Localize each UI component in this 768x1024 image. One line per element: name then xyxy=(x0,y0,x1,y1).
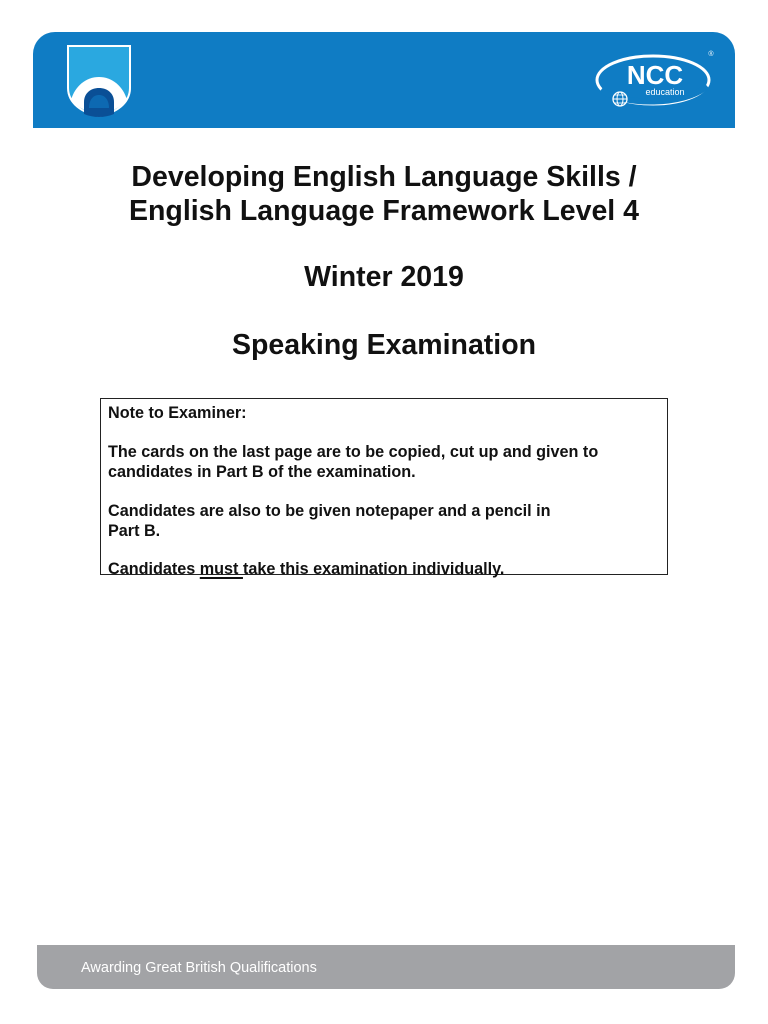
course-title-line-1: Developing English Language Skills / xyxy=(131,161,637,193)
registered-mark: ® xyxy=(708,51,714,58)
note-p3-before: Candidates xyxy=(108,560,200,578)
brand-name: NCC xyxy=(626,60,684,90)
note-p2-line-2: Part B. xyxy=(108,522,161,540)
ncc-education-logo xyxy=(593,46,717,112)
note-p1-line-2: candidates in Part B of the examination. xyxy=(108,463,416,481)
exam-session: Winter 2019 xyxy=(304,261,464,293)
title-block xyxy=(0,160,768,362)
brand-sub: education xyxy=(645,87,685,97)
globe-icon xyxy=(613,92,627,106)
shield-logo-icon xyxy=(66,44,132,118)
course-title-line-2: English Language Framework Level 4 xyxy=(129,195,639,227)
exam-type: Speaking Examination xyxy=(231,329,537,361)
note-paragraph-2 xyxy=(108,501,659,541)
note-p2-line-1: Candidates are also to be given notepaper and a pencil in xyxy=(108,502,551,520)
note-heading: Note to Examiner: xyxy=(108,404,247,422)
note-paragraph-3 xyxy=(108,559,659,579)
note-to-examiner-box xyxy=(100,398,668,578)
footer-tagline: Awarding Great British Qualifications xyxy=(81,960,317,976)
footer-band xyxy=(37,945,735,989)
note-paragraph-1 xyxy=(108,442,659,482)
note-p3-after: take this examination individually. xyxy=(242,560,505,578)
note-p1-line-1: The cards on the last page are to be copied, cut up and given to xyxy=(108,443,599,461)
header-band xyxy=(33,32,735,128)
note-p3-emphasis: must xyxy=(199,560,243,578)
